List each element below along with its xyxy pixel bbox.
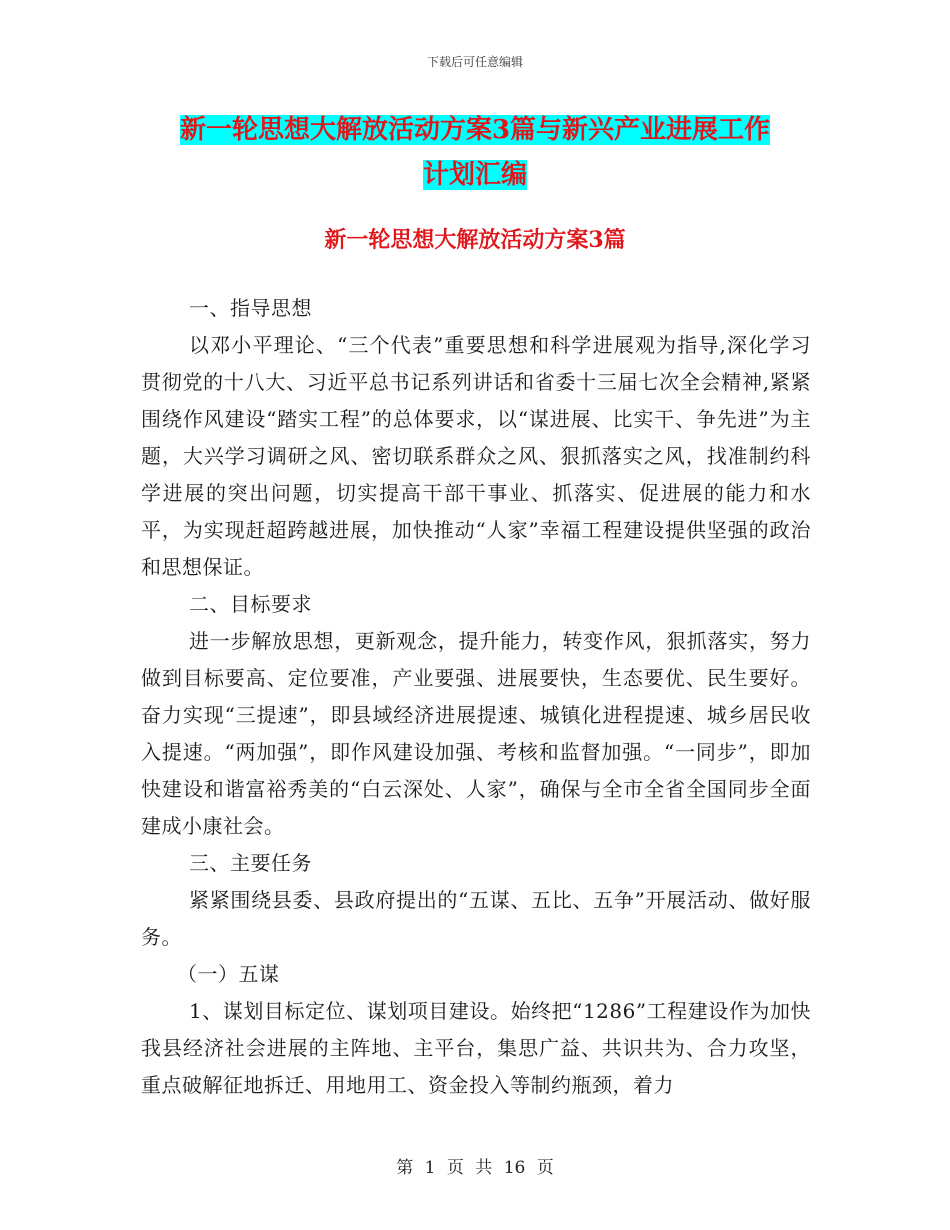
paragraph-guiding-thought: 以邓小平理论、“三个代表”重要思想和科学进展观为指导,深化学习贯彻党的十八大、习近平总书记系列讲话和省委十三届七次全会精神,紧紧围绕作风建设“踏实工程”的总体要求，以“谋进展、比实干、争先进”为主题，大兴学习调研之风、密切联系群众之风、狠抓落实之风，找准制约科学进展的突出问题，切实提高干部干事业、抓落实、促进展的能力和水平，为实现赶超跨越进展，加快推动“人家”幸福工程建设提供坚强的政治和思想保证。 bbox=[141, 333, 811, 579]
heading-guiding-thought: 一、指导思想 bbox=[189, 296, 312, 320]
section-title: 新一轮思想大解放活动方案3篇 bbox=[324, 227, 626, 253]
paragraph-item-1: 1、谋划目标定位、谋划项目建设。始终把“1286”工程建设作为加快我县经济社会进展的主阵地、主平台，集思广益、共识共为、合力攻坚，重点破解征地拆迁、用地用工、资金投入等制约瓶颈，着力 bbox=[141, 999, 811, 1097]
header-note: 下载后可任意编辑 bbox=[426, 55, 523, 69]
subheading-five-plans: （一）五谋 bbox=[177, 962, 280, 986]
document-title-line-1 bbox=[0, 110, 950, 150]
paragraph-main-tasks: 紧紧围绕县委、县政府提出的“五谋、五比、五争”开展活动、做好服务。 bbox=[141, 888, 811, 949]
document-title-text-1: 新一轮思想大解放活动方案3篇与新兴产业进展工作 bbox=[179, 115, 771, 145]
document-title-line-2 bbox=[0, 155, 950, 195]
page-footer: 第 1 页 共 16 页 bbox=[396, 1158, 554, 1178]
document-body bbox=[141, 290, 811, 1104]
document-title-text-2: 计划汇编 bbox=[422, 160, 527, 190]
paragraph-goals: 进一步解放思想，更新观念，提升能力，转变作风，狠抓落实，努力做到目标要高、定位要准，产业要强、进展要快，生态要优、民生要好。奋力实现“三提速”，即县域经济进展提速、城镇化进程提速、城乡居民收入提速。“两加强”，即作风建设加强、考核和监督加强。“一同步”，即加快建设和谐富裕秀美的“白云深处、人家”，确保与全市全省全国同步全面建成小康社会。 bbox=[141, 629, 811, 838]
heading-goals: 二、目标要求 bbox=[189, 592, 312, 616]
heading-main-tasks: 三、主要任务 bbox=[189, 851, 312, 875]
